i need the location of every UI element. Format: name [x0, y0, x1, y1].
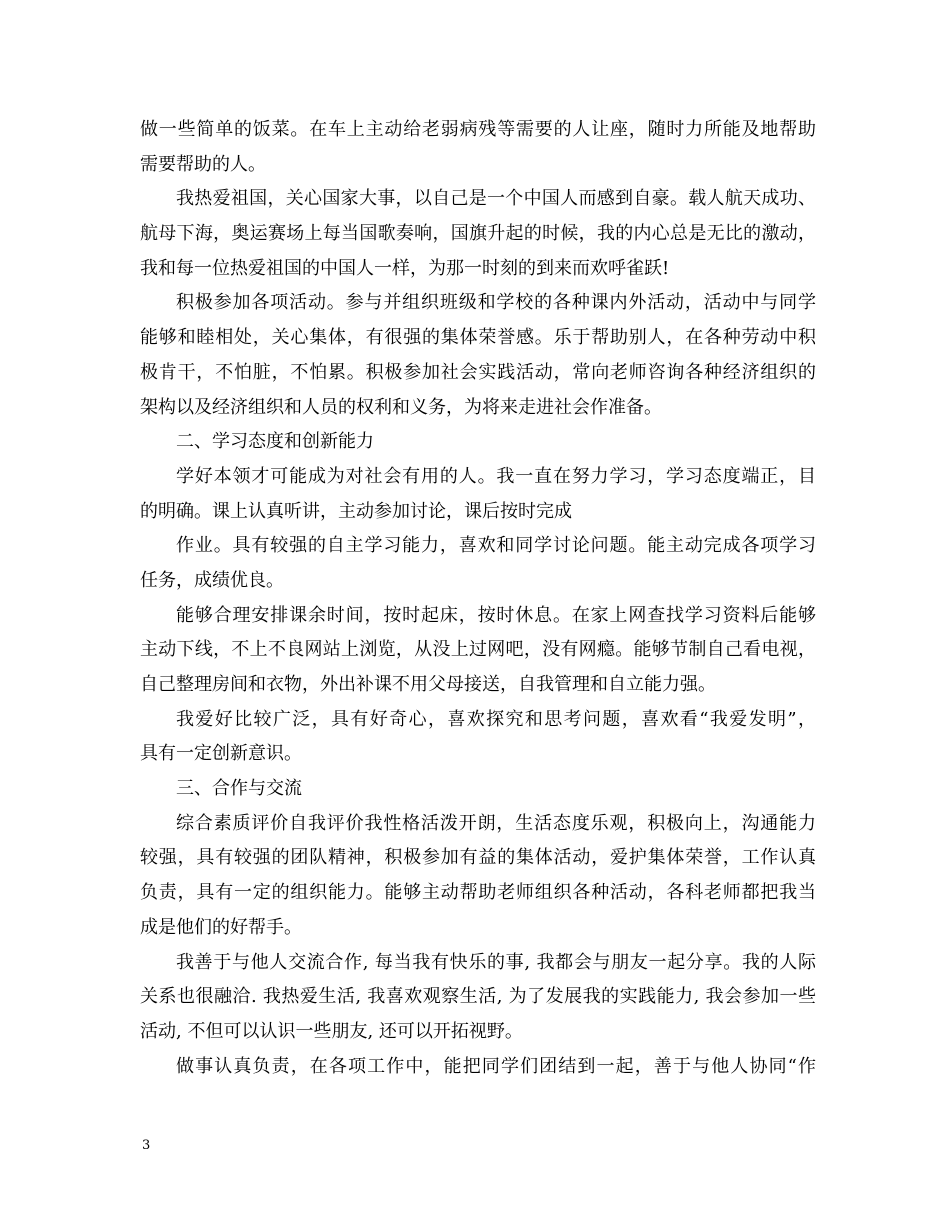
text-line: 能够合理安排课余时间，按时起床，按时休息。在家上网查找学习资料后能够: [176, 604, 816, 626]
text-line: 架构以及经济组织和人员的权利和义务，为将来走进社会作准备。: [140, 396, 662, 418]
text-line: 我爱好比较广泛，具有好奇心，喜欢探究和思考问题，喜欢看“我爱发明”，: [176, 708, 816, 730]
text-line: 较强，具有较强的团队精神，积极参加有益的集体活动，爱护集体荣誉，工作认真: [140, 847, 816, 869]
text-line: 能够和睦相处，关心集体，有很强的集体荣誉感。乐于帮助别人，在各种劳动中积: [140, 327, 816, 349]
text-line: 活动, 不但可以认识一些朋友, 还可以开拓视野。: [140, 1020, 523, 1042]
section-heading: 三、合作与交流: [176, 778, 302, 800]
text-line: 负责，具有一定的组织能力。能够主动帮助老师组织各种活动，各科老师都把我当: [140, 882, 816, 904]
text-line: 主动下线，不上不良网站上浏览，从没上过网吧，没有网瘾。能够节制自己看电视，: [140, 639, 816, 661]
text-line: 需要帮助的人。: [140, 153, 266, 175]
text-line: 的明确。课上认真听讲，主动参加讨论，课后按时完成: [140, 500, 572, 522]
text-line: 任务，成绩优良。: [140, 569, 284, 591]
text-line: 自己整理房间和衣物，外出补课不用父母接送，自我管理和自立能力强。: [140, 674, 716, 695]
text-line: 我善于与他人交流合作, 每当我有快乐的事, 我都会与朋友一起分享。我的人际: [176, 951, 816, 973]
text-line: 极肯干，不怕脏，不怕累。积极参加社会实践活动，常向老师咨询各种经济组织的: [140, 361, 816, 383]
text-line: 我热爱祖国，关心国家大事，以自己是一个中国人而感到自豪。载人航天成功、: [176, 188, 816, 210]
text-line: 我和每一位热爱祖国的中国人一样，为那一时刻的到来而欢呼雀跃!: [140, 257, 670, 279]
text-line: 做一些简单的饭菜。在车上主动给老弱病残等需要的人让座，随时力所能及地帮助: [140, 119, 816, 140]
text-line: 航母下海，奥运赛场上每当国歌奏响，国旗升起的时候，我的内心总是无比的激动，: [140, 223, 816, 245]
section-heading: 二、学习态度和创新能力: [176, 431, 374, 453]
text-line: 学好本领才可能成为对社会有用的人。我一直在努力学习，学习态度端正，目: [176, 465, 816, 487]
text-line: 做事认真负责，在各项工作中，能把同学们团结到一起，善于与他人协同“作: [176, 1055, 816, 1077]
text-line: 具有一定创新意识。: [140, 743, 302, 765]
page-number: 3: [142, 1138, 151, 1153]
text-line: 关系也很融洽. 我热爱生活, 我喜欢观察生活, 为了发展我的实践能力, 我会参加一些: [140, 986, 816, 1008]
text-line: 综合素质评价自我评价我性格活泼开朗，生活态度乐观，积极向上，沟通能力: [176, 812, 816, 834]
text-line: 成是他们的好帮手。: [140, 916, 302, 938]
text-line: 积极参加各项活动。参与并组织班级和学校的各种课内外活动，活动中与同学: [176, 292, 816, 314]
text-line: 作业。具有较强的自主学习能力，喜欢和同学讨论问题。能主动完成各项学习: [176, 535, 816, 557]
body-text: [140, 113, 816, 1084]
